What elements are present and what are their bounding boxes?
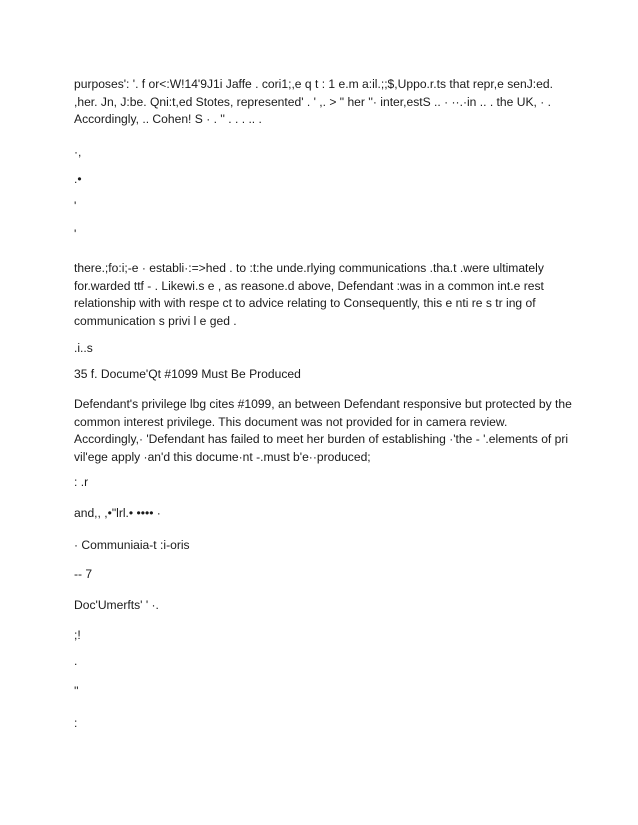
fragment-3: '	[74, 199, 77, 213]
fragment-quote: ''	[74, 684, 79, 698]
fragment-4: '	[74, 227, 77, 241]
section-heading: 35 f. Docume'Qt #1099 Must Be Produced	[74, 367, 301, 381]
fragment-communications: · Communiaia-t :i-oris	[74, 538, 190, 552]
fragment-documents: Doc'Umerfts' ' ·.	[74, 598, 159, 612]
fragment-colon: :	[74, 716, 78, 730]
fragment-dot: .	[74, 654, 78, 668]
fragment-r: : .r	[74, 475, 89, 489]
fragment-semicolon: ;!	[74, 628, 81, 642]
fragment-is: .i..s	[74, 341, 93, 355]
fragment-7: -- 7	[74, 567, 93, 581]
fragment-1: ·,	[74, 145, 82, 159]
fragment-2: .•	[74, 172, 82, 186]
fragment-and: and,, ,•"lrl.• •••• ·	[74, 506, 161, 520]
paragraph-therefore: there.;fo:i;-e · establi·:=>hed . to :t:he unde.rlying communications .tha.t .were ultimately for.warded ttf - . Likewi.s e , as reasone.d above, Defendant :was in a common int.e rest relationship with with respe ct to advice relating to Consequently, this e nti re s tr ing of communication s privi l e ged .	[74, 261, 544, 328]
paragraph-defendant: Defendant's privilege lbg cites #1099, an between Defendant responsive but protected by the common interest privilege. This document was not provided for in camera review. Accordingly,· 'Defendant has failed to meet her burden of establishing ·'the - '.elements of pri vil'ege apply ·an'd this docume·nt -.must b'e··produced;	[74, 397, 572, 464]
paragraph-purposes: purposes': '. f or<:W!14'9J1i Jaffe . cori1;,e q t : 1 e.m a:il.;;$,Uppo.r.ts that repr,e senJ:ed. ,her. Jn, J:be. Qni:t,ed Stotes, represented' . ' ,. > " her ''· inter,estS .. · ··.·in .. . the UK, · . Accordingly, .. Cohen! S · . '' . . . .. .	[74, 77, 553, 126]
